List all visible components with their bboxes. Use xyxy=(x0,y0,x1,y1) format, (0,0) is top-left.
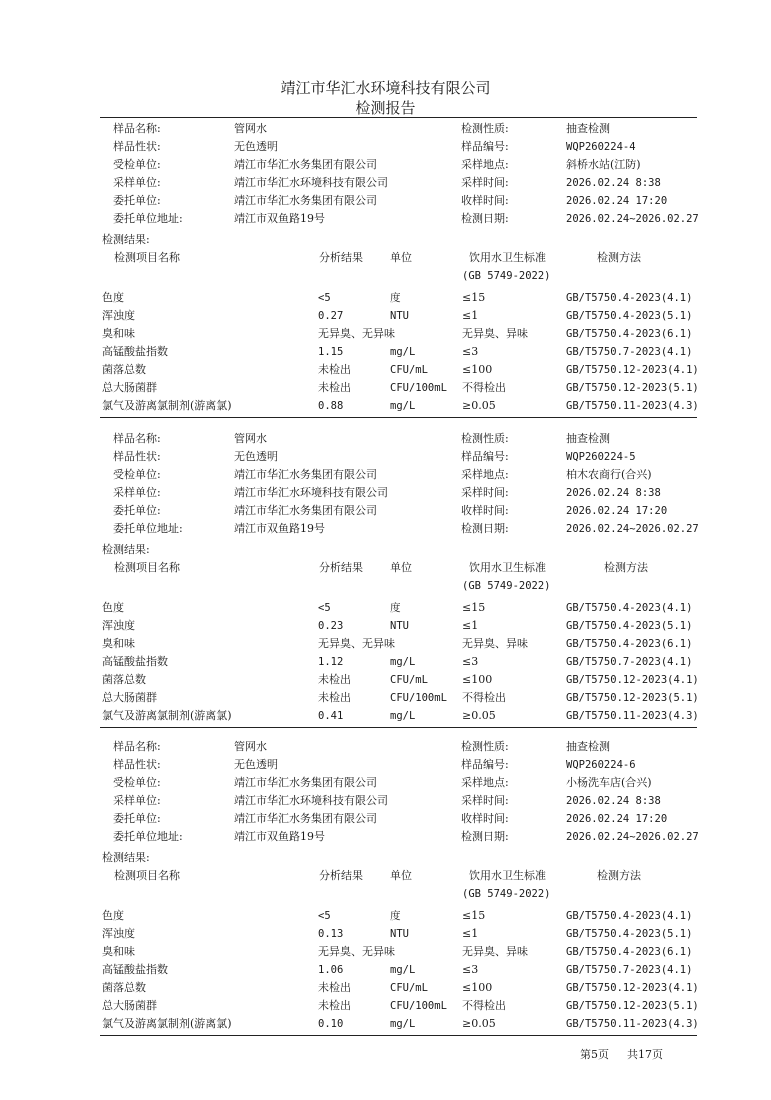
column-header: 饮用水卫生标准 xyxy=(469,869,546,882)
item-result: 未检出 xyxy=(318,381,351,394)
info-label: 采样单位: xyxy=(113,794,161,807)
item-method: GB/T5750.12-2023(5.1) xyxy=(566,1000,699,1012)
item-name: 高锰酸盐指数 xyxy=(102,655,168,668)
report-title: 检测报告 xyxy=(355,99,416,117)
info-label: 样品名称: xyxy=(113,740,161,753)
item-standard: 不得检出 xyxy=(462,691,506,704)
page-number: 第5页 xyxy=(580,1048,609,1061)
column-header: 单位 xyxy=(390,251,412,264)
item-unit: NTU xyxy=(390,928,409,940)
item-name: 臭和味 xyxy=(102,945,135,958)
item-result: 0.88 xyxy=(318,400,344,412)
item-method: GB/T5750.12-2023(5.1) xyxy=(566,692,699,704)
info-value: 靖江市双鱼路19号 xyxy=(234,830,325,843)
info-value: 2026.02.24 17:20 xyxy=(566,505,668,517)
info-value: 2026.02.24 17:20 xyxy=(566,813,668,825)
column-header: (GB 5749-2022) xyxy=(462,580,551,592)
item-method: GB/T5750.4-2023(6.1) xyxy=(566,328,693,340)
column-header: 检测项目名称 xyxy=(114,869,180,882)
item-name: 菌落总数 xyxy=(102,981,146,994)
item-result: 未检出 xyxy=(318,999,351,1012)
info-label: 样品名称: xyxy=(113,432,161,445)
info-value: 2026.02.24 17:20 xyxy=(566,195,668,207)
results-label: 检测结果: xyxy=(102,543,150,556)
item-method: GB/T5750.4-2023(4.1) xyxy=(566,292,693,304)
item-unit: CFU/100mL xyxy=(390,382,447,394)
item-result: 0.41 xyxy=(318,710,344,722)
column-header: (GB 5749-2022) xyxy=(462,270,551,282)
info-value: 抽查检测 xyxy=(566,432,610,445)
item-unit: NTU xyxy=(390,310,409,322)
info-value: 2026.02.24~2026.02.27 xyxy=(566,831,699,843)
info-value: WQP260224-5 xyxy=(566,451,636,463)
item-method: GB/T5750.4-2023(5.1) xyxy=(566,310,693,322)
info-value: WQP260224-6 xyxy=(566,759,636,771)
item-unit: mg/L xyxy=(390,964,416,976)
item-standard: ≤100 xyxy=(462,673,493,686)
info-value: 靖江市双鱼路19号 xyxy=(234,212,325,225)
info-label: 样品性状: xyxy=(113,450,161,463)
item-result: 无异臭、无异味 xyxy=(318,637,395,650)
column-header: 检测方法 xyxy=(597,251,641,264)
results-label: 检测结果: xyxy=(102,851,150,864)
item-method: GB/T5750.12-2023(5.1) xyxy=(566,382,699,394)
item-result: 未检出 xyxy=(318,691,351,704)
info-label: 采样时间: xyxy=(461,176,509,189)
info-value: 2026.02.24 8:38 xyxy=(566,177,661,189)
info-label: 样品编号: xyxy=(461,758,509,771)
item-result: 1.06 xyxy=(318,964,344,976)
item-unit: mg/L xyxy=(390,400,416,412)
item-standard: 无异臭、异味 xyxy=(462,945,528,958)
column-header: 检测项目名称 xyxy=(114,561,180,574)
item-result: <5 xyxy=(318,602,331,614)
column-header: (GB 5749-2022) xyxy=(462,888,551,900)
item-name: 色度 xyxy=(102,909,124,922)
item-unit: mg/L xyxy=(390,710,416,722)
item-unit: CFU/mL xyxy=(390,364,428,376)
item-standard: 无异臭、异味 xyxy=(462,327,528,340)
item-method: GB/T5750.4-2023(5.1) xyxy=(566,928,693,940)
results-label: 检测结果: xyxy=(102,233,150,246)
item-standard: ≤1 xyxy=(462,619,479,632)
info-label: 收样时间: xyxy=(461,812,509,825)
sample-section xyxy=(0,310,771,722)
item-standard: ≥0.05 xyxy=(462,709,496,722)
info-label: 采样地点: xyxy=(461,776,509,789)
item-standard: ≥0.05 xyxy=(462,1017,496,1030)
info-value: 靖江市双鱼路19号 xyxy=(234,522,325,535)
info-label: 采样单位: xyxy=(113,176,161,189)
item-standard: ≤100 xyxy=(462,981,493,994)
section-rule xyxy=(100,1035,697,1036)
info-label: 采样地点: xyxy=(461,158,509,171)
info-value: 抽查检测 xyxy=(566,740,610,753)
info-value: 靖江市华汇水务集团有限公司 xyxy=(234,504,377,517)
info-label: 受检单位: xyxy=(113,158,161,171)
item-standard: ≤3 xyxy=(462,963,479,976)
item-method: GB/T5750.12-2023(4.1) xyxy=(566,982,699,994)
info-value: 小杨洗车店(合兴) xyxy=(566,776,652,789)
item-unit: 度 xyxy=(390,910,401,922)
item-standard: ≤1 xyxy=(462,309,479,322)
info-label: 采样地点: xyxy=(461,468,509,481)
item-standard: ≤1 xyxy=(462,927,479,940)
item-name: 浑浊度 xyxy=(102,927,135,940)
item-name: 菌落总数 xyxy=(102,673,146,686)
item-unit: mg/L xyxy=(390,656,416,668)
info-value: 靖江市华汇水务集团有限公司 xyxy=(234,776,377,789)
item-method: GB/T5750.7-2023(4.1) xyxy=(566,964,693,976)
item-method: GB/T5750.11-2023(4.3) xyxy=(566,1018,699,1030)
info-label: 采样时间: xyxy=(461,486,509,499)
item-result: <5 xyxy=(318,292,331,304)
item-method: GB/T5750.4-2023(4.1) xyxy=(566,910,693,922)
info-label: 采样单位: xyxy=(113,486,161,499)
item-result: 0.23 xyxy=(318,620,344,632)
info-label: 样品名称: xyxy=(113,122,161,135)
item-name: 臭和味 xyxy=(102,327,135,340)
item-name: 氯气及游离氯制剂(游离氯) xyxy=(102,399,232,412)
item-name: 氯气及游离氯制剂(游离氯) xyxy=(102,1017,232,1030)
info-label: 样品编号: xyxy=(461,140,509,153)
info-label: 受检单位: xyxy=(113,776,161,789)
info-label: 检测日期: xyxy=(461,830,509,843)
info-label: 样品编号: xyxy=(461,450,509,463)
info-label: 检测性质: xyxy=(461,432,509,445)
info-value: 2026.02.24 8:38 xyxy=(566,795,661,807)
info-label: 委托单位地址: xyxy=(113,212,183,225)
info-value: 抽查检测 xyxy=(566,122,610,135)
item-result: 未检出 xyxy=(318,673,351,686)
item-result: 无异臭、无异味 xyxy=(318,327,395,340)
info-label: 样品性状: xyxy=(113,140,161,153)
info-label: 收样时间: xyxy=(461,194,509,207)
info-value: 靖江市华汇水务集团有限公司 xyxy=(234,194,377,207)
item-name: 色度 xyxy=(102,291,124,304)
item-method: GB/T5750.7-2023(4.1) xyxy=(566,656,693,668)
info-value: 管网水 xyxy=(234,122,267,135)
column-header: 饮用水卫生标准 xyxy=(469,561,546,574)
info-value: 靖江市华汇水务集团有限公司 xyxy=(234,158,377,171)
item-method: GB/T5750.4-2023(5.1) xyxy=(566,620,693,632)
item-name: 浑浊度 xyxy=(102,619,135,632)
info-value: 管网水 xyxy=(234,432,267,445)
column-header: 分析结果 xyxy=(319,869,363,882)
column-header: 检测方法 xyxy=(604,561,648,574)
item-unit: CFU/100mL xyxy=(390,1000,447,1012)
info-value: 2026.02.24 8:38 xyxy=(566,487,661,499)
info-value: 靖江市华汇水环境科技有限公司 xyxy=(234,794,388,807)
column-header: 单位 xyxy=(390,869,412,882)
item-standard: ≤15 xyxy=(462,291,486,304)
info-value: 2026.02.24~2026.02.27 xyxy=(566,523,699,535)
info-label: 采样时间: xyxy=(461,794,509,807)
column-header: 分析结果 xyxy=(319,251,363,264)
info-value: 2026.02.24~2026.02.27 xyxy=(566,213,699,225)
sample-section xyxy=(0,618,771,1030)
item-standard: 无异臭、异味 xyxy=(462,637,528,650)
column-header: 检测项目名称 xyxy=(114,251,180,264)
info-value: WQP260224-4 xyxy=(566,141,636,153)
info-value: 柏木农商行(合兴) xyxy=(566,468,652,481)
item-unit: mg/L xyxy=(390,1018,416,1030)
item-method: GB/T5750.4-2023(4.1) xyxy=(566,602,693,614)
item-name: 氯气及游离氯制剂(游离氯) xyxy=(102,709,232,722)
info-label: 委托单位地址: xyxy=(113,830,183,843)
info-label: 样品性状: xyxy=(113,758,161,771)
item-unit: NTU xyxy=(390,620,409,632)
item-unit: CFU/mL xyxy=(390,982,428,994)
info-label: 委托单位: xyxy=(113,812,161,825)
info-value: 靖江市华汇水环境科技有限公司 xyxy=(234,176,388,189)
info-label: 委托单位: xyxy=(113,194,161,207)
item-standard: ≤15 xyxy=(462,909,486,922)
item-name: 高锰酸盐指数 xyxy=(102,345,168,358)
item-standard: 不得检出 xyxy=(462,381,506,394)
item-result: 1.15 xyxy=(318,346,344,358)
item-result: 1.12 xyxy=(318,656,344,668)
item-unit: 度 xyxy=(390,602,401,614)
item-unit: CFU/100mL xyxy=(390,692,447,704)
info-value: 靖江市华汇水务集团有限公司 xyxy=(234,812,377,825)
info-value: 无色透明 xyxy=(234,758,278,771)
item-standard: ≤3 xyxy=(462,345,479,358)
item-standard: ≤3 xyxy=(462,655,479,668)
column-header: 单位 xyxy=(390,561,412,574)
item-result: 0.27 xyxy=(318,310,344,322)
item-name: 浑浊度 xyxy=(102,309,135,322)
item-standard: ≤15 xyxy=(462,601,486,614)
item-method: GB/T5750.12-2023(4.1) xyxy=(566,364,699,376)
item-name: 总大肠菌群 xyxy=(102,381,157,394)
column-header: 分析结果 xyxy=(319,561,363,574)
item-standard: 不得检出 xyxy=(462,999,506,1012)
item-name: 总大肠菌群 xyxy=(102,691,157,704)
item-standard: ≤100 xyxy=(462,363,493,376)
info-label: 检测日期: xyxy=(461,212,509,225)
item-result: 0.10 xyxy=(318,1018,344,1030)
info-value: 靖江市华汇水环境科技有限公司 xyxy=(234,486,388,499)
item-unit: 度 xyxy=(390,292,401,304)
item-method: GB/T5750.11-2023(4.3) xyxy=(566,400,699,412)
item-method: GB/T5750.4-2023(6.1) xyxy=(566,638,693,650)
info-label: 检测日期: xyxy=(461,522,509,535)
info-label: 收样时间: xyxy=(461,504,509,517)
item-result: 0.13 xyxy=(318,928,344,940)
info-value: 无色透明 xyxy=(234,140,278,153)
item-name: 高锰酸盐指数 xyxy=(102,963,168,976)
item-result: 未检出 xyxy=(318,981,351,994)
item-result: 未检出 xyxy=(318,363,351,376)
page-footer xyxy=(580,1046,681,1062)
info-label: 受检单位: xyxy=(113,468,161,481)
item-unit: CFU/mL xyxy=(390,674,428,686)
info-label: 委托单位地址: xyxy=(113,522,183,535)
page-total: 共17页 xyxy=(627,1048,663,1061)
item-method: GB/T5750.12-2023(4.1) xyxy=(566,674,699,686)
info-value: 无色透明 xyxy=(234,450,278,463)
sample-section xyxy=(0,0,771,412)
item-name: 菌落总数 xyxy=(102,363,146,376)
item-method: GB/T5750.11-2023(4.3) xyxy=(566,710,699,722)
item-result: <5 xyxy=(318,910,331,922)
info-label: 委托单位: xyxy=(113,504,161,517)
item-method: GB/T5750.7-2023(4.1) xyxy=(566,346,693,358)
column-header: 饮用水卫生标准 xyxy=(469,251,546,264)
column-header: 检测方法 xyxy=(597,869,641,882)
item-method: GB/T5750.4-2023(6.1) xyxy=(566,946,693,958)
item-name: 色度 xyxy=(102,601,124,614)
item-unit: mg/L xyxy=(390,346,416,358)
company-name: 靖江市华汇水环境科技有限公司 xyxy=(280,79,491,97)
info-value: 管网水 xyxy=(234,740,267,753)
item-standard: ≥0.05 xyxy=(462,399,496,412)
info-value: 斜桥水站(江防) xyxy=(566,158,641,171)
item-result: 无异臭、无异味 xyxy=(318,945,395,958)
info-label: 检测性质: xyxy=(461,740,509,753)
item-name: 总大肠菌群 xyxy=(102,999,157,1012)
item-name: 臭和味 xyxy=(102,637,135,650)
info-value: 靖江市华汇水务集团有限公司 xyxy=(234,468,377,481)
info-label: 检测性质: xyxy=(461,122,509,135)
